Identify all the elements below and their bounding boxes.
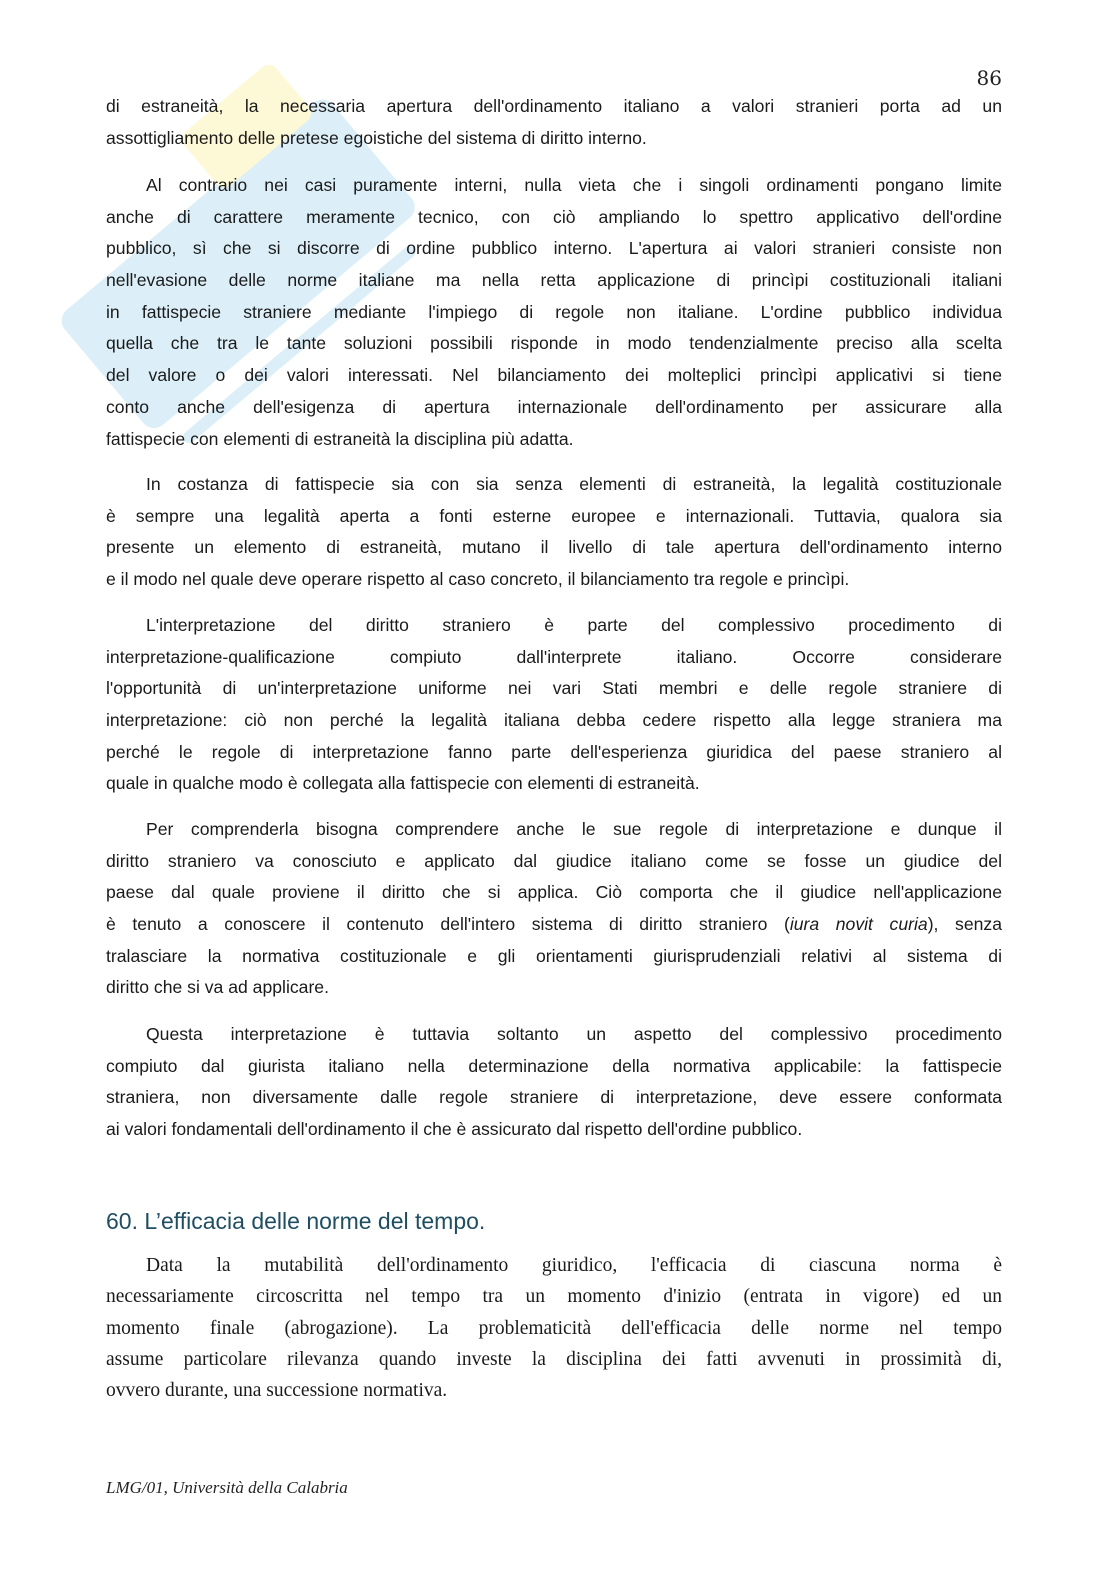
text-line: ovvero durante, una successione normativa.: [106, 1380, 448, 1402]
text-line: L'interpretazione del diritto straniero è parte del complessivo procedimento di: [146, 615, 1002, 635]
text-line: fattispecie con elementi di estraneità la disciplina più adatta.: [106, 428, 574, 449]
paragraph: [106, 610, 1002, 800]
text-line: In costanza di fattispecie sia con sia senza elementi di estraneità, la legalità costituzionale: [146, 474, 1002, 494]
text-line: pubblico, sì che si discorre di ordine pubblico interno. L'apertura ai valori stranieri consiste non: [106, 238, 1002, 259]
text-line: conto anche dell'esigenza di apertura internazionale dell'ordinamento per assicurare alla: [106, 396, 1002, 417]
paragraph: [106, 469, 1002, 596]
text-line: del valore o dei valori interessati. Nel bilanciamento dei molteplici princìpi applicativi si tiene: [106, 365, 1002, 386]
text-line: presente un elemento di estraneità, mutano il livello di tale apertura dell'ordinamento interno: [106, 537, 1002, 558]
text-line: e il modo nel quale deve operare rispetto al caso concreto, il bilanciamento tra regole e princìpi.: [106, 569, 850, 590]
text-line: Al contrario nei casi puramente interni, nulla vieta che i singoli ordinamenti pongano limite: [146, 175, 1002, 195]
text-line: ai valori fondamentali dell'ordinamento il che è assicurato dal rispetto dell'ordine pubblico.: [106, 1119, 803, 1140]
text-line: diritto straniero va conosciuto e applicato dal giudice italiano come se fosse un giudice del: [106, 850, 1002, 871]
paragraph: [106, 170, 1002, 455]
text-line: di estraneità, la necessaria apertura dell'ordinamento italiano a valori stranieri porta ad un: [106, 96, 1002, 116]
text-span: ), senza: [927, 914, 1002, 935]
text-line: interpretazione: ciò non perché la legalità italiana debba cedere rispetto alla legge straniera ma: [106, 710, 1002, 731]
italic-phrase: iura novit curia: [789, 914, 928, 935]
text-line: paese dal quale proviene il diritto che si applica. Ciò comporta che il giudice nell'applicazione: [106, 882, 1002, 903]
text-line: Questa interpretazione è tuttavia soltanto un aspetto del complessivo procedimento: [146, 1024, 1002, 1044]
text-line: quella che tra le tante soluzioni possibili risponde in modo tendenzialmente preciso alla scelta: [106, 333, 1002, 354]
text-line: momento finale (abrogazione). La problematicità dell'efficacia delle norme nel tempo: [106, 1317, 1002, 1339]
text-line: è sempre una legalità aperta a fonti esterne europee e internazionali. Tuttavia, qualora sia: [106, 505, 1002, 526]
text-span: è tenuto a conoscere il contenuto dell'intero sistema di diritto straniero (: [106, 914, 790, 935]
paragraph: [106, 814, 1002, 1004]
page-number: 86: [976, 66, 1002, 90]
text-line: nell'evasione delle norme italiane ma nella retta applicazione di princìpi costituzionali italiani: [106, 270, 1002, 291]
text-line: Data la mutabilità dell'ordinamento giuridico, l'efficacia di ciascuna norma è: [146, 1255, 1002, 1276]
page-footer: LMG/01, Università della Calabria: [106, 1478, 348, 1497]
text-line: tralasciare la normativa costituzionale e gli orientamenti giurisprudenziali relativi al sistema di: [106, 945, 1002, 966]
text-line: assottigliamento delle pretese egoistiche del sistema di diritto interno.: [106, 127, 647, 148]
text-line: diritto che si va ad applicare.: [106, 977, 329, 998]
text-line: quale in qualche modo è collegata alla fattispecie con elementi di estraneità.: [106, 773, 700, 794]
text-line: [106, 909, 1002, 941]
text-line: perché le regole di interpretazione fanno parte dell'esperienza giuridica del paese straniero al: [106, 741, 1002, 762]
text-line: straniera, non diversamente dalle regole straniere di interpretazione, deve essere conformata: [106, 1087, 1002, 1108]
text-line: Per comprenderla bisogna comprendere anche le sue regole di interpretazione e dunque il: [146, 819, 1002, 839]
text-line: l'opportunità di un'interpretazione uniforme nei vari Stati membri e delle regole straniere di: [106, 678, 1002, 699]
section-heading: 60. L’efficacia delle norme del tempo.: [106, 1208, 486, 1234]
text-line: interpretazione-qualificazione compiuto dall'interprete italiano. Occorre considerare: [106, 646, 1002, 667]
text-line: compiuto dal giurista italiano nella determinazione della normativa applicabile: la fattispecie: [106, 1055, 1002, 1076]
text-line: necessariamente circoscritta nel tempo tra un momento d'inizio (entrata in vigore) ed un: [106, 1286, 1002, 1308]
section-paragraph: [106, 1250, 1002, 1406]
paragraph: [106, 1019, 1002, 1146]
paragraph: [106, 91, 1002, 154]
text-line: anche di carattere meramente tecnico, con ciò ampliando lo spettro applicativo dell'ordine: [106, 206, 1002, 227]
text-line: in fattispecie straniere mediante l'impiego di regole non italiane. L'ordine pubblico individua: [106, 301, 1002, 322]
text-line: assume particolare rilevanza quando investe la disciplina dei fatti avvenuti in prossimità di,: [106, 1348, 1002, 1370]
